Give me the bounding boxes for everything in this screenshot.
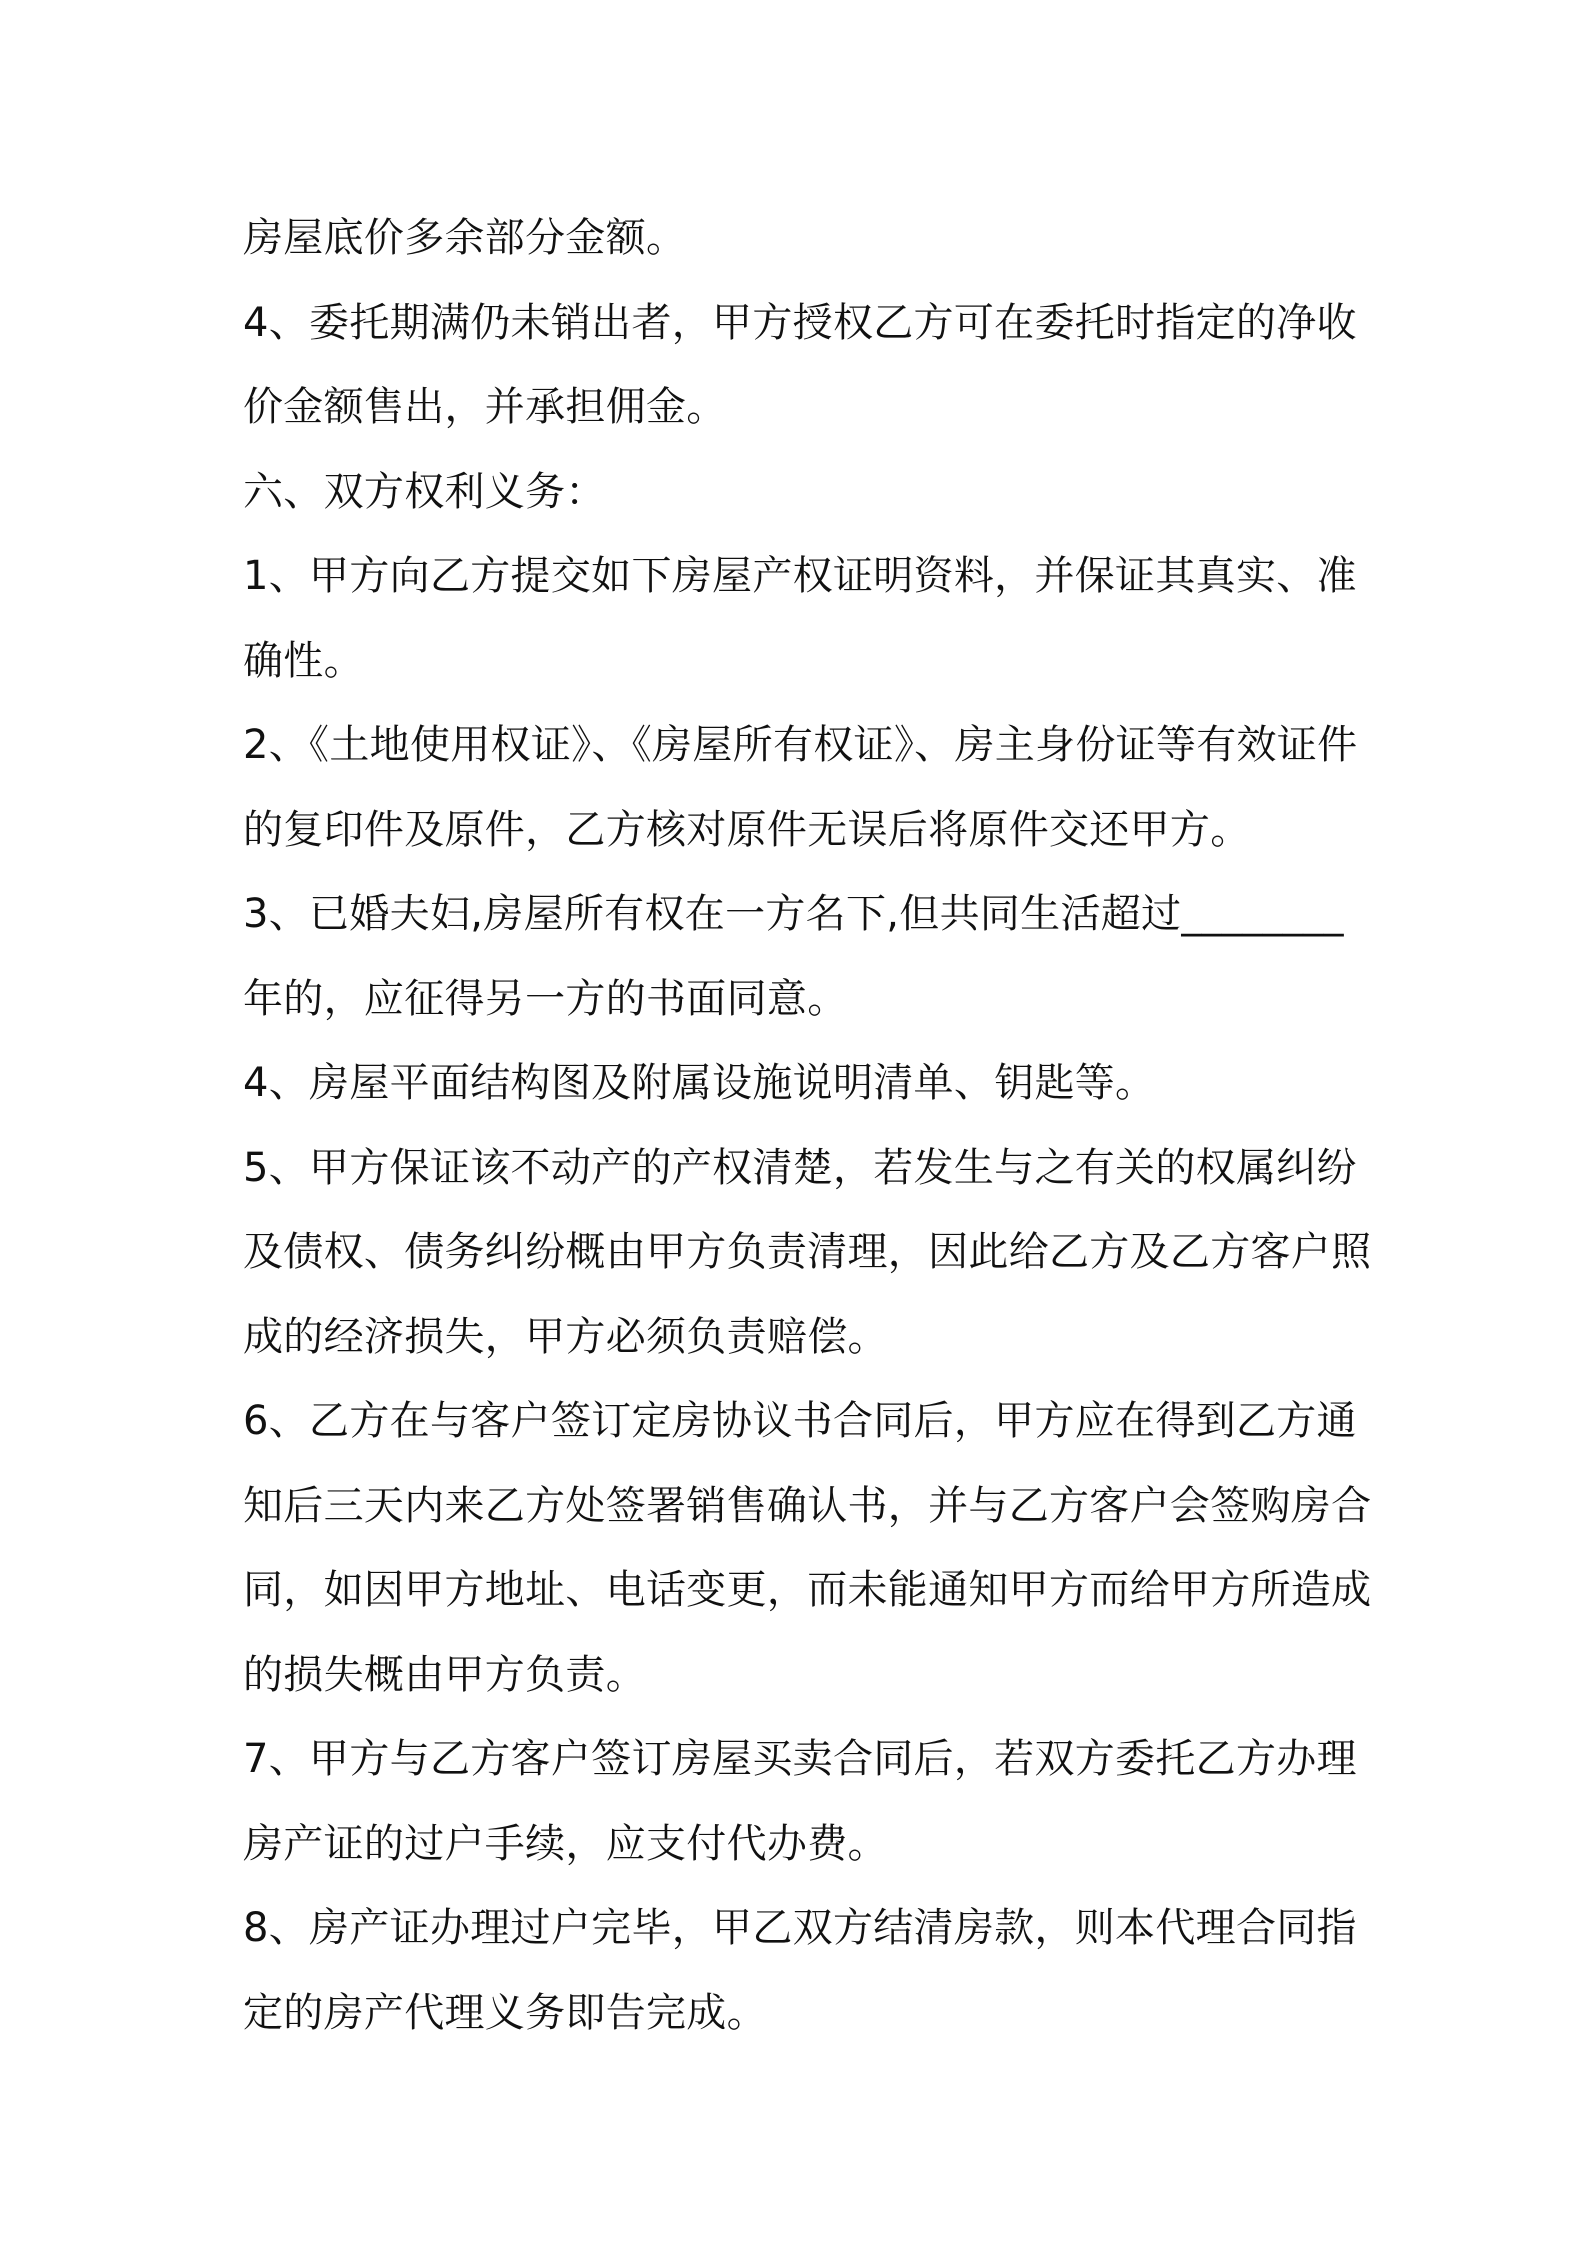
text-line-6: 确性。 [243,637,364,684]
text-line-15: 6、乙方在与客户签订定房协议书合同后，甲方应在得到乙方通 [243,1398,1357,1444]
section-heading-rights-obligations: 六、双方权利义务： [243,468,606,515]
text-line-12: 5、甲方保证该不动产的产权清楚，若发生与之有关的权属纠纷 [243,1144,1357,1191]
text-line-16: 知后三天内来乙方处签署销售确认书，并与乙方客户会签购房合 [243,1482,1372,1529]
text-line-21: 8、房产证办理过户完毕，甲乙双方结清房款，则本代理合同指 [243,1905,1357,1951]
document-body [243,196,1372,2055]
text-line-13: 及债权、债务纠纷概由甲方负责清理，因此给乙方及乙方客户照 [243,1229,1372,1275]
text-line-7: 2、《土地使用权证》、《房屋所有权证》、房主身份证等有效证件 [243,722,1358,768]
text-line-11: 4、房屋平面结构图及附属设施说明清单、钥匙等。 [243,1060,1156,1106]
text-line-1: 房屋底价多余部分金额。 [243,215,687,261]
text-line-19: 7、甲方与乙方客户签订房屋买卖合同后，若双方委托乙方办理 [243,1736,1357,1782]
text-line-22: 定的房产代理义务即告完成。 [243,1989,767,2036]
text-line-5: 1、甲方向乙方提交如下房屋产权证明资料，并保证其真实、准 [243,553,1357,599]
text-line-3: 价金额售出，并承担佣金。 [243,384,727,430]
text-line-20: 房产证的过户手续，应支付代办费。 [243,1820,888,1867]
text-line-9: 3、已婚夫妇,房屋所有权在一方名下,但共同生活超过________ [243,891,1344,937]
text-line-10: 年的，应征得另一方的书面同意。 [243,975,848,1022]
text-line-14: 成的经济损失，甲方必须负责赔偿。 [243,1313,888,1360]
text-line-8: 的复印件及原件，乙方核对原件无误后将原件交还甲方。 [243,806,1251,853]
text-line-2: 4、委托期满仍未销出者，甲方授权乙方可在委托时指定的净收 [243,299,1357,346]
text-line-17: 同，如因甲方地址、电话变更，而未能通知甲方而给甲方所造成 [243,1567,1372,1613]
text-line-18: 的损失概由甲方负责。 [243,1651,646,1698]
